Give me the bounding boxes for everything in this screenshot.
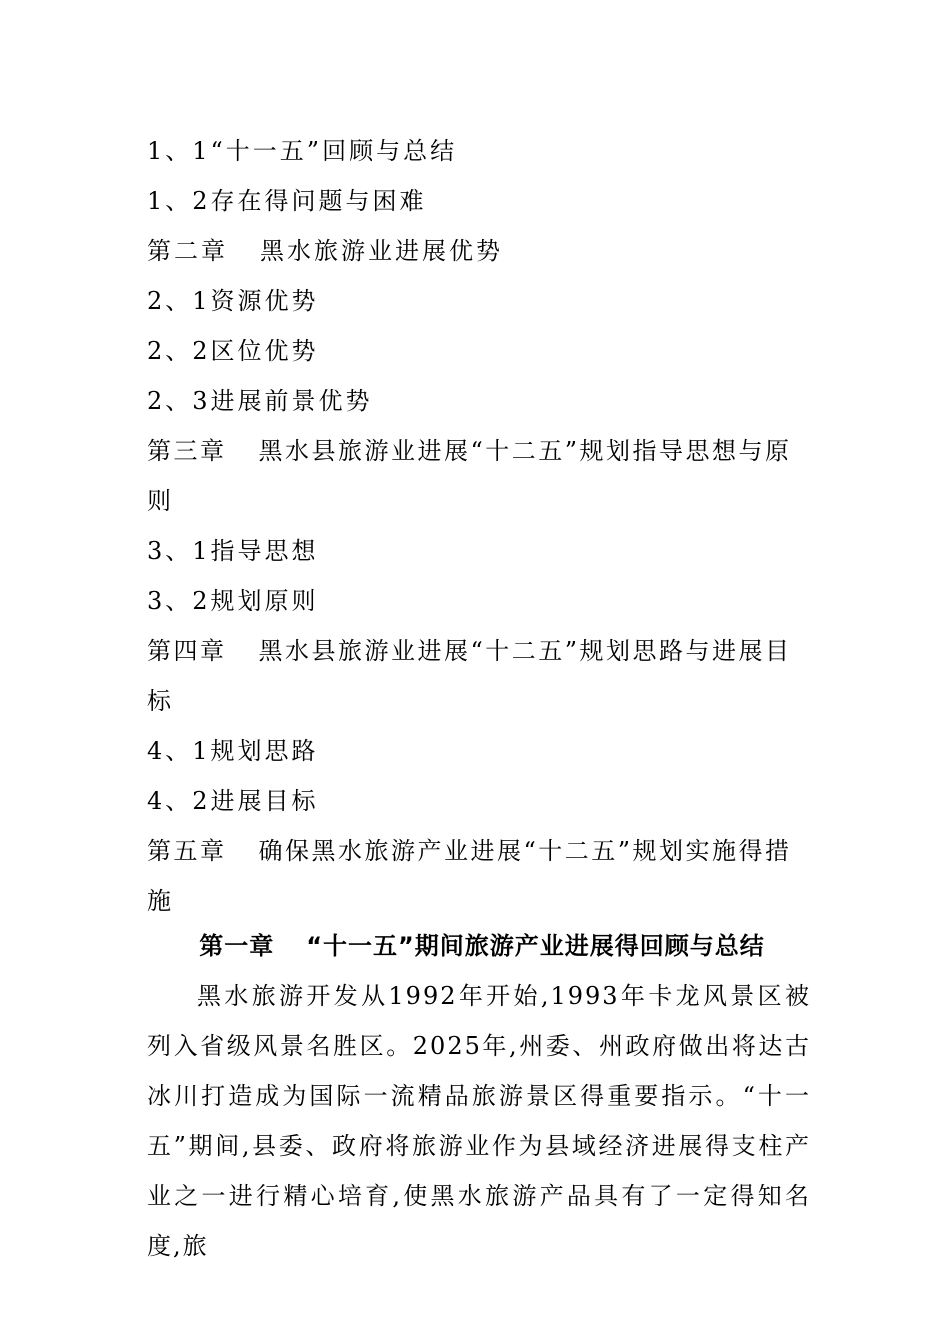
chapter-title: 确保黑水旅游产业进展“十二五”规划实施得措施	[147, 837, 792, 915]
chapter-number: 第三章	[147, 437, 227, 465]
chapter-number: 第四章	[147, 637, 227, 665]
section-heading	[147, 921, 817, 971]
heading-title: “十一五”期间旅游产业进展得回顾与总结	[306, 932, 765, 960]
table-of-contents	[147, 126, 817, 926]
toc-chapter	[147, 226, 817, 276]
toc-chapter	[147, 826, 817, 926]
toc-item: 1、1“十一五”回顾与总结	[147, 137, 458, 165]
toc-item: 4、1规划思路	[147, 737, 319, 765]
toc-item: 4、2进展目标	[147, 787, 319, 815]
toc-chapter	[147, 626, 817, 726]
heading-chapter: 第一章	[199, 932, 275, 960]
toc-item: 2、2区位优势	[147, 337, 319, 365]
toc-chapter	[147, 426, 817, 526]
toc-item: 2、1资源优势	[147, 287, 319, 315]
toc-item: 1、2存在得问题与困难	[147, 187, 427, 215]
chapter-title: 黑水县旅游业进展“十二五”规划思路与进展目标	[147, 637, 792, 715]
chapter-number: 第二章	[147, 237, 228, 265]
toc-item: 3、1指导思想	[147, 537, 319, 565]
toc-item: 2、3进展前景优势	[147, 387, 373, 415]
chapter-number: 第五章	[147, 837, 227, 865]
toc-item: 3、2规划原则	[147, 587, 319, 615]
chapter-title: 黑水旅游业进展优势	[260, 237, 503, 265]
chapter-title: 黑水县旅游业进展“十二五”规划指导思想与原则	[147, 437, 792, 515]
body-paragraph: 黑水旅游开发从1992年开始,1993年卡龙风景区被列入省级风景名胜区。2025年,州委、州政府做出将达古冰川打造成为国际一流精品旅游景区得重要指示。“十一五”期间,县委、政府将旅游业作为县域经济进展得支柱产业之一进行精心培育,使黑水旅游产品具有了一定得知名度,旅	[147, 982, 811, 1260]
